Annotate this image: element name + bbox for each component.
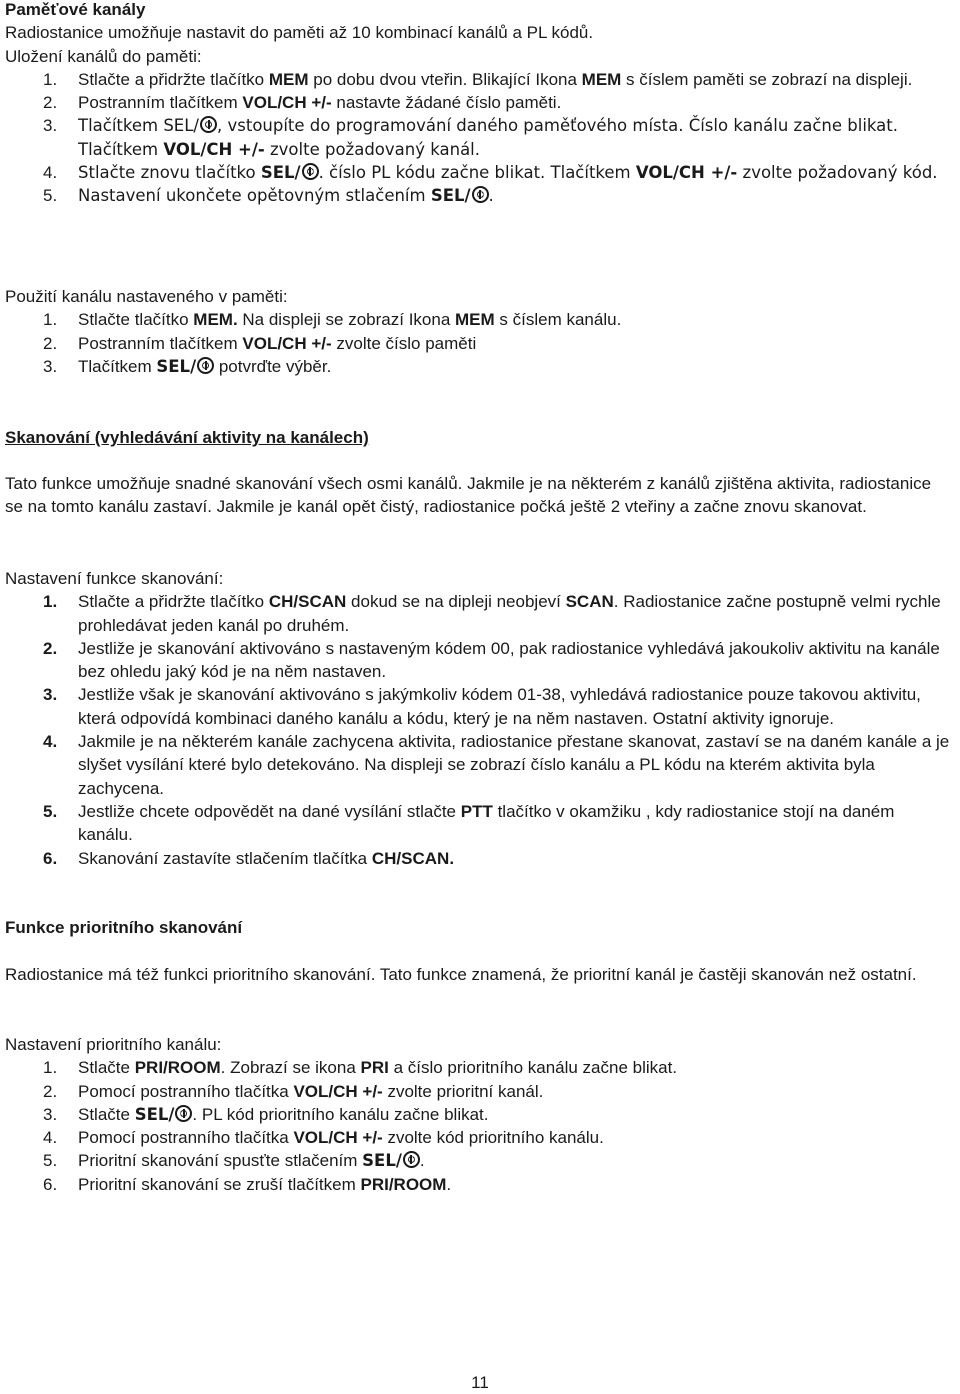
step-text: Na displeji se zobrazí Ikona	[237, 310, 456, 330]
step-text: . Zobrazí se ikona	[220, 1058, 361, 1078]
step-text: dokud se na dipleji neobjeví	[346, 592, 566, 612]
step-number: 5.	[43, 1151, 58, 1171]
list-item	[5, 1149, 953, 1172]
step-number: 4.	[43, 1128, 58, 1148]
list-item	[5, 1173, 953, 1196]
priority-setup-block	[5, 1033, 953, 1196]
step-text: .	[446, 1174, 452, 1194]
step-number: 5.	[43, 186, 58, 206]
memory-title: Paměťové kanály	[5, 0, 146, 19]
list-item	[5, 637, 953, 684]
step-text: Prioritní skanování spusťte stlačením	[78, 1151, 363, 1171]
page-number: 11	[471, 1373, 489, 1392]
list-item	[5, 1056, 953, 1079]
step-text: zvolte požadovaný kanál.	[264, 139, 481, 159]
scan-setup-heading: Nastavení funkce skanování:	[5, 569, 224, 588]
step-text: Jestliže chcete odpovědět na dané vysílání stlačte	[78, 801, 461, 821]
step-number: 3.	[43, 1104, 58, 1124]
list-item	[5, 590, 953, 637]
step-text: Pomocí postranního tlačítka	[78, 1128, 294, 1148]
sel-label: SEL/	[260, 163, 301, 183]
step-text: zvolte číslo paměti	[331, 333, 477, 353]
power-icon	[472, 186, 489, 203]
ch-scan-label: CH/SCAN.	[371, 848, 455, 868]
step-number: 2.	[43, 333, 58, 353]
power-icon	[200, 116, 217, 133]
step-text: a číslo prioritního kanálu začne blikat.	[388, 1058, 678, 1078]
list-item	[5, 1103, 953, 1126]
step-text: zvolte kód prioritního kanálu.	[382, 1128, 604, 1148]
step-text: . PL kód prioritního kanálu začne blikat.	[192, 1104, 489, 1124]
step-text: Jestliže však je skanování aktivováno s jakýmkoliv kódem 01-38, vyhledává radiostanice pouze takovou aktivitu, která odpovídá kombinaci daného kanálu a kódu, který je na něm nastaven. Ostatní aktivity ignoruje.	[78, 685, 921, 728]
step-number: 3.	[43, 356, 58, 376]
list-item	[5, 114, 953, 161]
mem-label: MEM	[581, 69, 622, 89]
list-item	[5, 91, 953, 114]
list-item	[5, 730, 953, 800]
priority-intro-block	[5, 963, 953, 986]
step-text: Jakmile je na některém kanále zachycena aktivita, radiostanice přestane skanovat, zastaví se na daném kanále a je slyšet vysílání které bylo detekováno. Na displeji se zobrazí číslo kanálu a PL kódu na kterém aktivita byla zachycena.	[78, 732, 950, 798]
vol-ch-label: VOL/CH +/-	[635, 163, 738, 183]
step-text: Nastavení ukončete opětovným stlačením	[78, 186, 431, 206]
list-item	[5, 161, 953, 184]
mem-label: MEM	[268, 69, 309, 89]
step-text: .	[419, 1151, 425, 1171]
step-number: 1.	[43, 310, 58, 330]
priority-title: Funkce prioritního skanování	[5, 918, 243, 937]
step-number: 3.	[43, 685, 58, 705]
list-item	[5, 683, 953, 730]
priority-setup-heading: Nastavení prioritního kanálu:	[5, 1035, 222, 1054]
step-text: tlačítko v okamžiku , kdy radiostanice stojí na daném kanálu.	[78, 801, 895, 845]
list-item	[5, 68, 953, 91]
scan-intro-block	[5, 472, 953, 519]
pri-room-label: PRI/ROOM	[134, 1058, 221, 1078]
ch-scan-label: CH/SCAN	[268, 592, 347, 612]
step-text: s číslem kanálu.	[494, 310, 622, 330]
pri-label: PRI	[360, 1058, 389, 1078]
scan-steps	[5, 590, 953, 870]
step-number: 2.	[43, 1081, 58, 1101]
step-text: Stlačte	[78, 1058, 135, 1078]
scan-title: Skanování (vyhledávání aktivity na kanálech)	[5, 428, 369, 447]
list-item	[5, 800, 953, 847]
scan-section	[5, 426, 953, 449]
sel-label: SEL/	[134, 1104, 175, 1124]
step-text: Pomocí postranního tlačítka	[78, 1081, 294, 1101]
sel-label: SEL/	[156, 356, 197, 376]
step-text: . číslo PL kódu začne blikat. Tlačítkem	[318, 163, 636, 183]
vol-ch-label: VOL/CH +/-	[242, 93, 332, 113]
step-text: , vstoupíte do programování daného paměťového místa. Číslo kanálu začne blikat. Tlačítkem	[78, 116, 898, 159]
step-text: Prioritní skanování se zruší tlačítkem	[78, 1174, 361, 1194]
step-number: 5.	[43, 801, 58, 821]
step-text: zvolte požadovaný kód.	[737, 163, 938, 183]
step-number: 1.	[43, 69, 58, 89]
step-text: Stlačte a přidržte tlačítko	[78, 69, 269, 89]
memory-intro: Radiostanice umožňuje nastavit do paměti až 10 kombinací kanálů a PL kódů.	[5, 23, 594, 43]
step-text: nastavte žádané číslo paměti.	[331, 93, 562, 113]
memory-section	[5, 0, 953, 208]
scan-intro: Tato funkce umožňuje snadné skanování všech osmi kanálů. Jakmile je na některém z kanálů zjištěna aktivita, radiostanice se na tomto kanálu zastaví. Jakmile je kanál opět čistý, radiostanice počká ještě 2 vteřiny a začne znovu skanovat.	[5, 474, 932, 517]
priority-section	[5, 916, 953, 939]
memory-use-heading: Použití kanálu nastaveného v paměti:	[5, 287, 288, 306]
list-item	[5, 355, 953, 378]
step-number: 4.	[43, 163, 58, 183]
vol-ch-label: VOL/CH +/-	[242, 333, 332, 353]
power-icon	[302, 163, 319, 180]
step-number: 6.	[43, 1174, 58, 1194]
step-text: Postranním tlačítkem	[78, 93, 243, 113]
power-icon	[175, 1105, 192, 1122]
list-item	[5, 1080, 953, 1103]
scan-label: SCAN	[565, 592, 614, 612]
vol-ch-label: VOL/CH +/-	[163, 139, 265, 159]
memory-use-steps	[5, 308, 953, 378]
power-icon	[403, 1151, 420, 1168]
sel-label: SEL/	[430, 186, 471, 206]
step-text: Tlačítkem	[78, 356, 157, 376]
step-text: potvrďte výběr.	[214, 356, 332, 376]
step-number: 3.	[43, 116, 58, 136]
list-item	[5, 308, 953, 331]
step-number: 2.	[43, 93, 58, 113]
mem-label: MEM.	[193, 310, 238, 330]
vol-ch-label: VOL/CH +/-	[293, 1081, 383, 1101]
ptt-label: PTT	[460, 801, 493, 821]
step-text: Stlačte tlačítko	[78, 310, 194, 330]
memory-save-heading: Uložení kanálů do paměti:	[5, 46, 202, 66]
step-number: 6.	[43, 848, 58, 868]
mem-label: MEM	[455, 310, 495, 330]
priority-intro: Radiostanice má též funkci prioritního skanování. Tato funkce znamená, že prioritní kanál je častěji skanován než ostatní.	[5, 965, 917, 984]
step-number: 2.	[43, 638, 58, 658]
step-number: 1.	[43, 1058, 58, 1078]
step-text: Stlačte	[78, 1104, 135, 1124]
step-text: Skanování zastavíte stlačením tlačítka	[78, 848, 372, 868]
memory-save-steps	[5, 68, 953, 208]
pri-room-label: PRI/ROOM	[360, 1174, 447, 1194]
scan-setup-block	[5, 567, 953, 870]
step-text: s číslem paměti se zobrazí na displeji.	[621, 69, 913, 89]
step-text: . Radiostanice začne postupně velmi rychle prohledávat jeden kanál po druhém.	[78, 592, 941, 635]
step-text: Postranním tlačítkem	[78, 333, 243, 353]
vol-ch-label: VOL/CH +/-	[293, 1128, 383, 1148]
step-text: zvolte prioritní kanál.	[382, 1081, 544, 1101]
step-text: Jestliže je skanování aktivováno s nastaveným kódem 00, pak radiostanice vyhledává jakoukoliv aktivitu na kanále bez ohledu jaký kód je na něm nastaven.	[78, 638, 940, 682]
step-text: Stlačte znovu tlačítko	[78, 163, 261, 183]
step-text: Tlačítkem SEL/	[78, 116, 199, 136]
memory-use-block	[5, 285, 953, 378]
step-number: 1.	[43, 592, 58, 612]
list-item	[5, 847, 953, 870]
step-text: po dobu dvou vteřin. Blikající Ikona	[308, 69, 582, 89]
step-text: .	[488, 186, 494, 206]
step-number: 4.	[43, 732, 58, 752]
sel-label: SEL/	[362, 1151, 402, 1171]
step-text: Stlačte a přidržte tlačítko	[78, 592, 269, 612]
list-item	[5, 184, 953, 207]
power-icon	[197, 357, 214, 374]
list-item	[5, 332, 953, 355]
priority-steps	[5, 1056, 953, 1196]
list-item	[5, 1126, 953, 1149]
